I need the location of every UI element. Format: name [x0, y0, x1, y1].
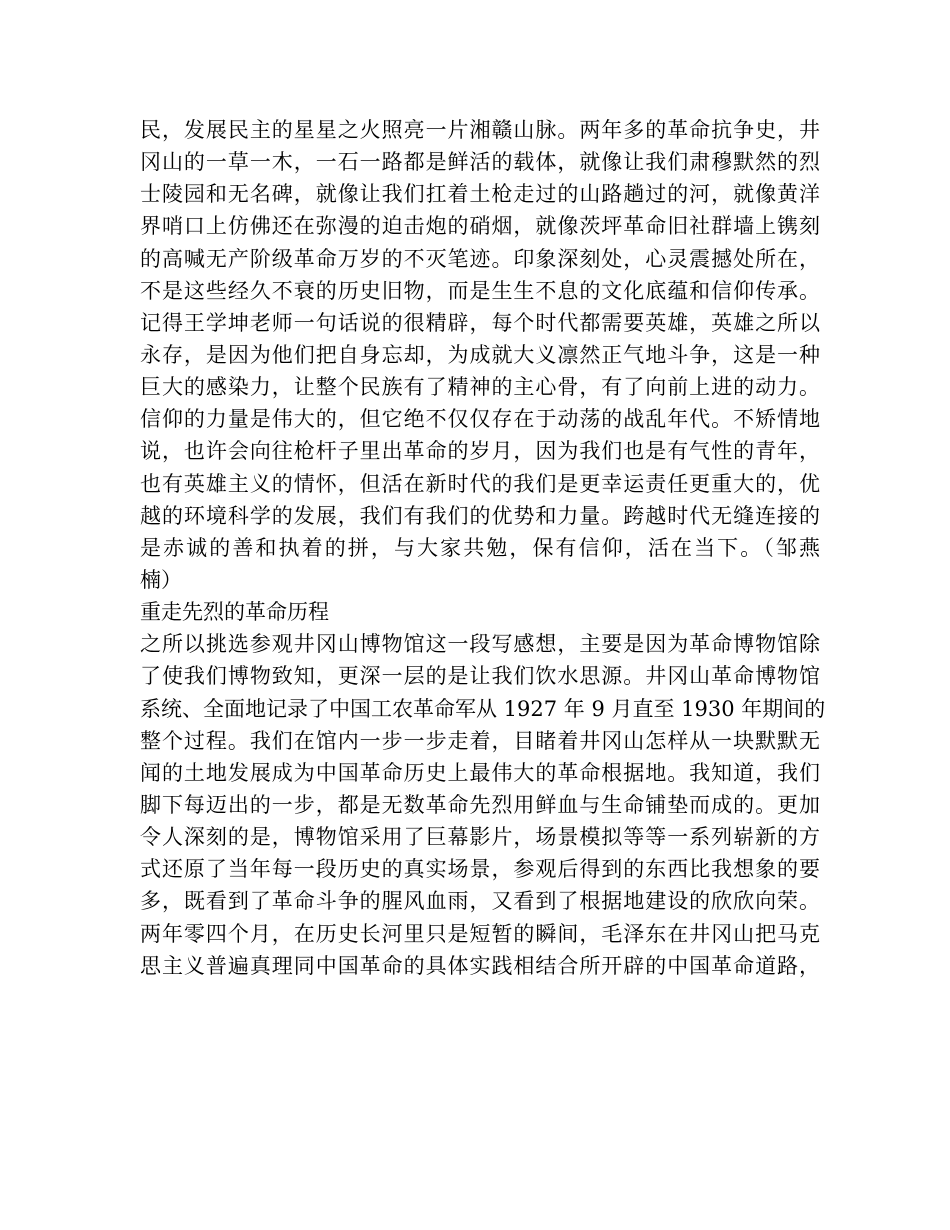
- text-line: 式还原了当年每一段历史的真实场景，参观后得到的东西比我想象的要: [140, 857, 820, 882]
- text-line: 了使我们博物致知，更深一层的是让我们饮水思源。井冈山革命博物馆: [140, 664, 820, 689]
- text-line: 楠）: [140, 567, 182, 592]
- text-line: 越的环境科学的发展，我们有我们的优势和力量。跨越时代无缝连接的: [140, 503, 820, 528]
- text-line: 两年零四个月，在历史长河里只是短暂的瞬间，毛泽东在井冈山把马克: [140, 921, 820, 946]
- text-line: 信仰的力量是伟大的，但它绝不仅仅存在于动荡的战乱年代。不矫情地: [140, 407, 820, 432]
- text-line: 的高喊无产阶级革命万岁的不灭笔迹。印象深刻处，心灵震撼处所在，: [140, 246, 820, 271]
- text-line: 巨大的感染力，让整个民族有了精神的主心骨，有了向前上进的动力。: [140, 375, 820, 400]
- text-line: 界哨口上仿佛还在弥漫的迫击炮的硝烟，就像茨坪革命旧社群墙上镌刻: [140, 214, 820, 239]
- text-line: 永存，是因为他们把自身忘却，为成就大义凛然正气地斗争，这是一种: [140, 342, 820, 367]
- text-line: 不是这些经久不衰的历史旧物，而是生生不息的文化底蕴和信仰传承。: [140, 278, 820, 303]
- text-line: 也有英雄主义的情怀，但活在新时代的我们是更幸运责任更重大的，优: [140, 471, 820, 496]
- section-heading: 重走先烈的革命历程: [140, 600, 329, 625]
- text-line: 之所以挑选参观井冈山博物馆这一段写感想，主要是因为革命博物馆除: [140, 632, 820, 657]
- text-line: 士陵园和无名碑，就像让我们扛着土枪走过的山路趟过的河，就像黄洋: [140, 182, 820, 207]
- text-line: 是赤诚的善和执着的拼，与大家共勉，保有信仰，活在当下。（邹燕: [140, 535, 820, 560]
- text-line: 整个过程。我们在馆内一步一步走着，目睹着井冈山怎样从一块默默无: [140, 728, 820, 753]
- text-line: 系统、全面地记录了中国工农革命军从 1927 年 9 月直至 1930 年期间的: [140, 696, 826, 721]
- text-line: 冈山的一草一木，一石一路都是鲜活的载体，就像让我们肃穆默然的烈: [140, 150, 820, 175]
- text-line: 民，发展民主的星星之火照亮一片湘赣山脉。两年多的革命抗争史，井: [140, 118, 820, 142]
- text-line: 记得王学坤老师一句话说的很精辟，每个时代都需要英雄，英雄之所以: [140, 310, 820, 335]
- text-line: 令人深刻的是，博物馆采用了巨幕影片，场景模拟等等一系列崭新的方: [140, 825, 820, 850]
- text-line: 多，既看到了革命斗争的腥风血雨，又看到了根据地建设的欣欣向荣。: [140, 889, 820, 914]
- text-line: 说，也许会向往枪杆子里出革命的岁月，因为我们也是有气性的青年，: [140, 439, 820, 464]
- text-line: 闻的土地发展成为中国革命历史上最伟大的革命根据地。我知道，我们: [140, 760, 820, 785]
- document-body: [140, 114, 826, 982]
- text-line: 脚下每迈出的一步，都是无数革命先烈用鲜血与生命铺垫而成的。更加: [140, 792, 820, 817]
- text-line: 思主义普遍真理同中国革命的具体实践相结合所开辟的中国革命道路，: [140, 953, 820, 978]
